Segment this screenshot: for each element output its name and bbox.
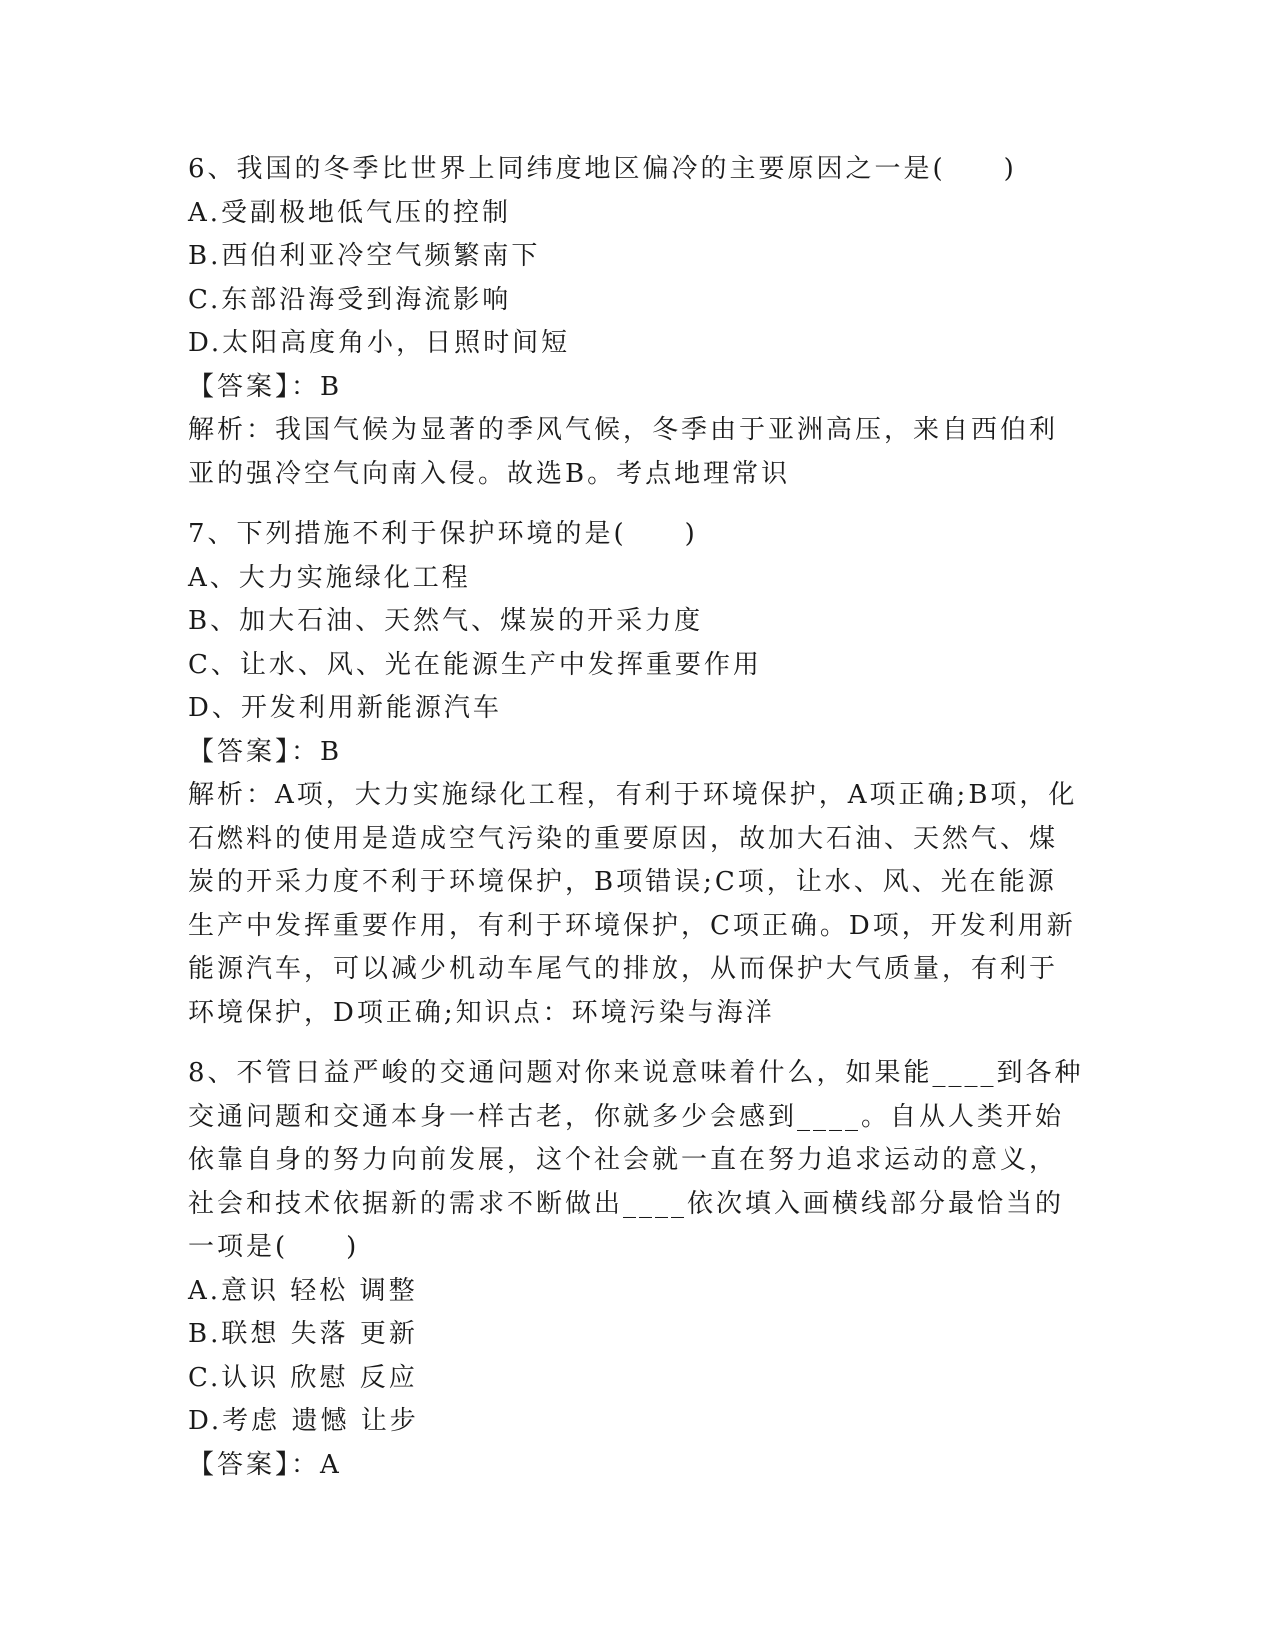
question-stem-line: 交通问题和交通本身一样古老，你就多少会感到____。自从人类开始 [188, 1101, 1065, 1132]
question-stem: 7、下列措施不利于保护环境的是( ) [188, 519, 698, 549]
question-7 [188, 513, 1088, 1035]
option-c: C.东部沿海受到海流影响 [188, 284, 512, 315]
option-a: A.意识 轻松 调整 [188, 1275, 418, 1306]
question-stem-line: 一项是( ) [188, 1232, 360, 1262]
analysis-line: 环境保护，D项正确;知识点：环境污染与海洋 [188, 997, 775, 1028]
option-b: B.西伯利亚冷空气频繁南下 [188, 241, 541, 271]
analysis-line: 炭的开采力度不利于环境保护，B项错误;C项，让水、风、光在能源 [188, 867, 1057, 897]
option-a: A.受副极地低气压的控制 [188, 197, 512, 228]
option-b: B.联想 失落 更新 [188, 1319, 418, 1349]
document-page [188, 148, 1088, 1487]
question-8 [188, 1052, 1088, 1487]
question-6 [188, 148, 1088, 496]
option-c: C、让水、风、光在能源生产中发挥重要作用 [188, 649, 762, 680]
spacer [188, 1035, 1088, 1052]
analysis-line: 石燃料的使用是造成空气污染的重要原因，故加大石油、天然气、煤 [188, 823, 1059, 854]
spacer [188, 496, 1088, 513]
option-d: D、开发利用新能源汽车 [188, 693, 502, 723]
question-stem-line: 8、不管日益严峻的交通问题对你来说意味着什么，如果能____到各种 [188, 1058, 1084, 1088]
option-d: D.太阳高度角小，日照时间短 [188, 328, 571, 358]
analysis-line: 解析：我国气候为显著的季风气候，冬季由于亚洲高压，来自西伯利 [188, 415, 1059, 445]
analysis-line: 亚的强冷空气向南入侵。故选B。考点地理常识 [188, 458, 791, 489]
analysis-line: 解析：A项，大力实施绿化工程，有利于环境保护，A项正确;B项，化 [188, 780, 1078, 810]
option-a: A、大力实施绿化工程 [188, 562, 471, 593]
question-stem: 6、我国的冬季比世界上同纬度地区偏冷的主要原因之一是( ) [188, 154, 1017, 184]
analysis-line: 生产中发挥重要作用，有利于环境保护，C项正确。D项，开发利用新 [188, 910, 1076, 941]
analysis-line: 能源汽车，可以减少机动车尾气的排放，从而保护大气质量，有利于 [188, 954, 1059, 984]
question-stem-line: 依靠自身的努力向前发展，这个社会就一直在努力追求运动的意义， [188, 1145, 1059, 1175]
answer: 【答案】：A [188, 1449, 342, 1480]
answer: 【答案】：B [188, 736, 343, 767]
option-d: D.考虑 遗憾 让步 [188, 1406, 419, 1436]
option-b: B、加大石油、天然气、煤炭的开采力度 [188, 606, 704, 636]
option-c: C.认识 欣慰 反应 [188, 1362, 418, 1393]
answer: 【答案】：B [188, 371, 343, 402]
question-stem-line: 社会和技术依据新的需求不断做出____依次填入画横线部分最恰当的 [188, 1188, 1065, 1219]
